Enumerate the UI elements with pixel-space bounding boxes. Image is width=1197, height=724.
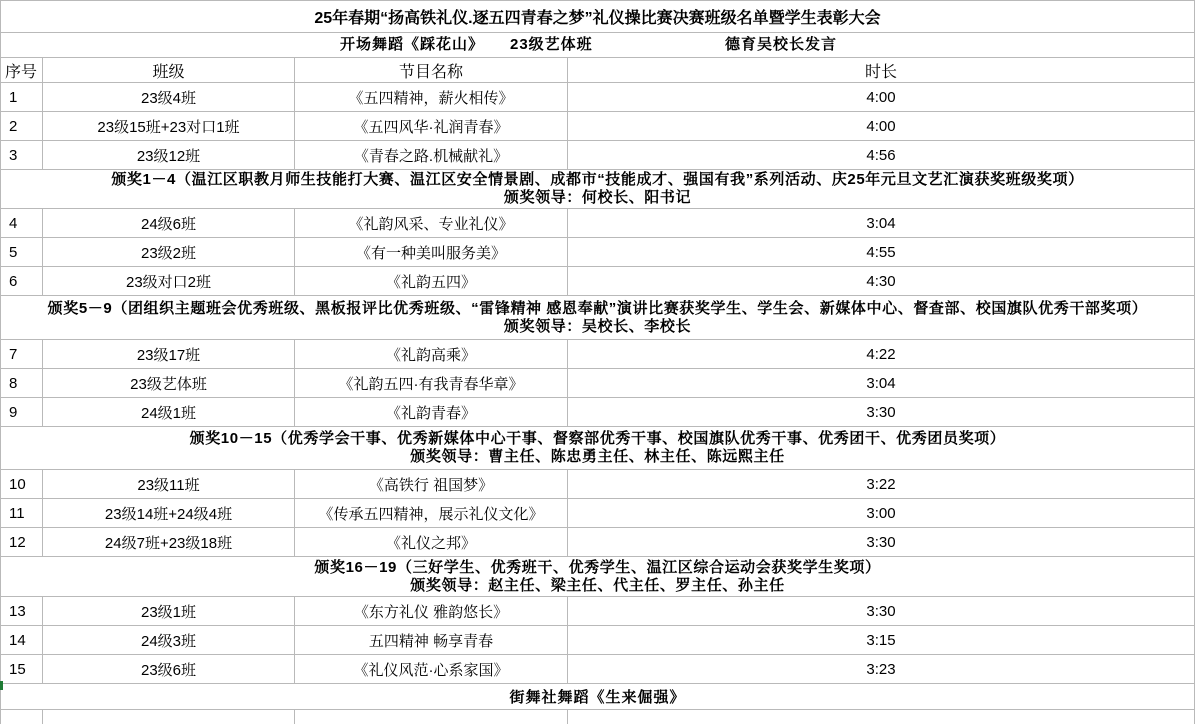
closing-performance[interactable]: 街舞社舞蹈《生来倔强》 [1, 684, 1195, 709]
cell-duration[interactable]: 3:30 [568, 528, 1195, 556]
award-row [0, 427, 1195, 470]
empty-cell[interactable] [43, 710, 295, 724]
cell-duration[interactable]: 3:15 [568, 626, 1195, 654]
cell-duration[interactable]: 3:22 [568, 470, 1195, 498]
opening-speech: 德育吴校长发言 [725, 36, 838, 53]
award-row [0, 170, 1195, 209]
award-cell[interactable] [1, 557, 1195, 596]
cell-class[interactable]: 24级3班 [43, 626, 295, 654]
cell-duration[interactable]: 4:30 [568, 267, 1195, 295]
cell-index[interactable]: 10 [1, 470, 43, 498]
table-row [0, 398, 1195, 427]
award-cell[interactable] [1, 296, 1195, 339]
sheet-title[interactable]: 25年春期“扬高铁礼仪.逐五四青春之梦”礼仪操比赛决赛班级名单暨学生表彰大会 [1, 1, 1195, 32]
cell-program[interactable]: 《传承五四精神，展示礼仪文化》 [295, 499, 568, 527]
empty-cell[interactable] [568, 710, 1195, 724]
award-cell[interactable] [1, 170, 1195, 208]
award-row [0, 557, 1195, 597]
cell-program[interactable]: 《青春之路.机械献礼》 [295, 141, 568, 169]
cell-index[interactable]: 9 [1, 398, 43, 426]
cell-index[interactable]: 4 [1, 209, 43, 237]
cell-class[interactable]: 23级12班 [43, 141, 295, 169]
header-duration[interactable]: 时长 [568, 58, 1195, 82]
cell-class[interactable]: 23级2班 [43, 238, 295, 266]
cell-index[interactable]: 1 [1, 83, 43, 111]
award-cell[interactable] [1, 427, 1195, 469]
cell-index[interactable]: 12 [1, 528, 43, 556]
award-title: 颁奖10－15（优秀学会干事、优秀新媒体中心干事、督察部优秀干事、校国旗队优秀干事、优秀团干、优秀团员奖项） [189, 430, 1006, 447]
table-row [0, 655, 1195, 684]
cell-index[interactable]: 11 [1, 499, 43, 527]
cell-duration[interactable]: 3:04 [568, 209, 1195, 237]
cell-duration[interactable]: 4:00 [568, 112, 1195, 140]
cell-index[interactable]: 3 [1, 141, 43, 169]
table-row [0, 112, 1195, 141]
table-row [0, 528, 1195, 557]
table-row [0, 340, 1195, 369]
cell-class[interactable]: 23级14班+24级4班 [43, 499, 295, 527]
award-title: 颁奖16－19（三好学生、优秀班干、优秀学生、温江区综合运动会获奖学生奖项） [314, 558, 881, 576]
cell-program[interactable]: 《礼韵五四》 [295, 267, 568, 295]
award-leaders: 颁奖领导：何校长、阳书记 [503, 189, 692, 206]
opening-class: 23级艺体班 [510, 36, 593, 53]
cell-program[interactable]: 五四精神 畅享青春 [295, 626, 568, 654]
cell-program[interactable]: 《礼韵青春》 [295, 398, 568, 426]
cell-class[interactable]: 23级1班 [43, 597, 295, 625]
opening-row [0, 33, 1195, 58]
award-row [0, 296, 1195, 340]
award-leaders: 颁奖领导：曹主任、陈忠勇主任、林主任、陈远熙主任 [410, 448, 785, 465]
cell-index[interactable]: 6 [1, 267, 43, 295]
table-row [0, 238, 1195, 267]
header-class[interactable]: 班级 [43, 58, 295, 82]
award-leaders: 颁奖领导：吴校长、李校长 [503, 317, 692, 335]
cell-duration[interactable]: 3:00 [568, 499, 1195, 527]
empty-cell[interactable] [295, 710, 568, 724]
table-row [0, 626, 1195, 655]
cell-index[interactable]: 14 [1, 626, 43, 654]
table-row [0, 597, 1195, 626]
award-title: 颁奖5－9（团组织主题班会优秀班级、黑板报评比优秀班级、“雷锋精神 感恩奉献”演讲比赛获奖学生、学生会、新媒体中心、督查部、校国旗队优秀干部奖项） [47, 299, 1148, 317]
cell-class[interactable]: 23级15班+23对口1班 [43, 112, 295, 140]
cell-class[interactable]: 24级6班 [43, 209, 295, 237]
cell-class[interactable]: 23级17班 [43, 340, 295, 368]
cell-duration[interactable]: 3:04 [568, 369, 1195, 397]
cell-duration[interactable]: 4:55 [568, 238, 1195, 266]
table-row [0, 83, 1195, 112]
table-row [0, 267, 1195, 296]
cell-class[interactable]: 23级对口2班 [43, 267, 295, 295]
cell-program[interactable]: 《五四精神，薪火相传》 [295, 83, 568, 111]
cell-index[interactable]: 5 [1, 238, 43, 266]
cell-program[interactable]: 《五四风华·礼润青春》 [295, 112, 568, 140]
opening-cell[interactable] [1, 33, 1195, 57]
table-row [0, 470, 1195, 499]
cell-index[interactable]: 7 [1, 340, 43, 368]
award-leaders: 颁奖领导：赵主任、梁主任、代主任、罗主任、孙主任 [410, 576, 785, 594]
cell-duration[interactable]: 3:30 [568, 398, 1195, 426]
cell-index[interactable]: 13 [1, 597, 43, 625]
cell-class[interactable]: 24级7班+23级18班 [43, 528, 295, 556]
header-program[interactable]: 节目名称 [295, 58, 568, 82]
empty-row [0, 710, 1195, 724]
cell-program[interactable]: 《高铁行 祖国梦》 [295, 470, 568, 498]
cell-program[interactable]: 《礼韵五四·有我青春华章》 [295, 369, 568, 397]
cell-program[interactable]: 《礼韵高乘》 [295, 340, 568, 368]
cell-class[interactable]: 23级4班 [43, 83, 295, 111]
opening-dance: 开场舞蹈《踩花山》 [340, 36, 485, 53]
cell-program[interactable]: 《礼韵风采、专业礼仪》 [295, 209, 568, 237]
cell-index[interactable]: 15 [1, 655, 43, 683]
cell-program[interactable]: 《东方礼仪 雅韵悠长》 [295, 597, 568, 625]
cell-duration[interactable]: 3:30 [568, 597, 1195, 625]
cell-class[interactable]: 23级艺体班 [43, 369, 295, 397]
cell-duration[interactable]: 3:23 [568, 655, 1195, 683]
table-row [0, 499, 1195, 528]
closing-row [0, 684, 1195, 710]
cell-program[interactable]: 《有一种美叫服务美》 [295, 238, 568, 266]
empty-cell[interactable] [1, 710, 43, 724]
cell-class[interactable]: 24级1班 [43, 398, 295, 426]
title-row [0, 0, 1195, 33]
cell-class[interactable]: 23级11班 [43, 470, 295, 498]
cell-index[interactable]: 2 [1, 112, 43, 140]
header-index[interactable]: 序号 [1, 58, 43, 82]
table-row [0, 369, 1195, 398]
table-row [0, 209, 1195, 238]
cell-index[interactable]: 8 [1, 369, 43, 397]
cell-program[interactable]: 《礼仪风范·心系家国》 [295, 655, 568, 683]
cell-class[interactable]: 23级6班 [43, 655, 295, 683]
table-row [0, 141, 1195, 170]
cell-duration[interactable]: 4:00 [568, 83, 1195, 111]
cell-duration[interactable]: 4:56 [568, 141, 1195, 169]
award-title: 颁奖1－4（温江区职教月师生技能打大赛、温江区安全情景剧、成都市“技能成才、强国有我”系列活动、庆25年元旦文艺汇演获奖班级奖项） [111, 171, 1084, 188]
header-row [0, 58, 1195, 83]
selection-marker [0, 681, 3, 690]
cell-program[interactable]: 《礼仪之邦》 [295, 528, 568, 556]
cell-duration[interactable]: 4:22 [568, 340, 1195, 368]
